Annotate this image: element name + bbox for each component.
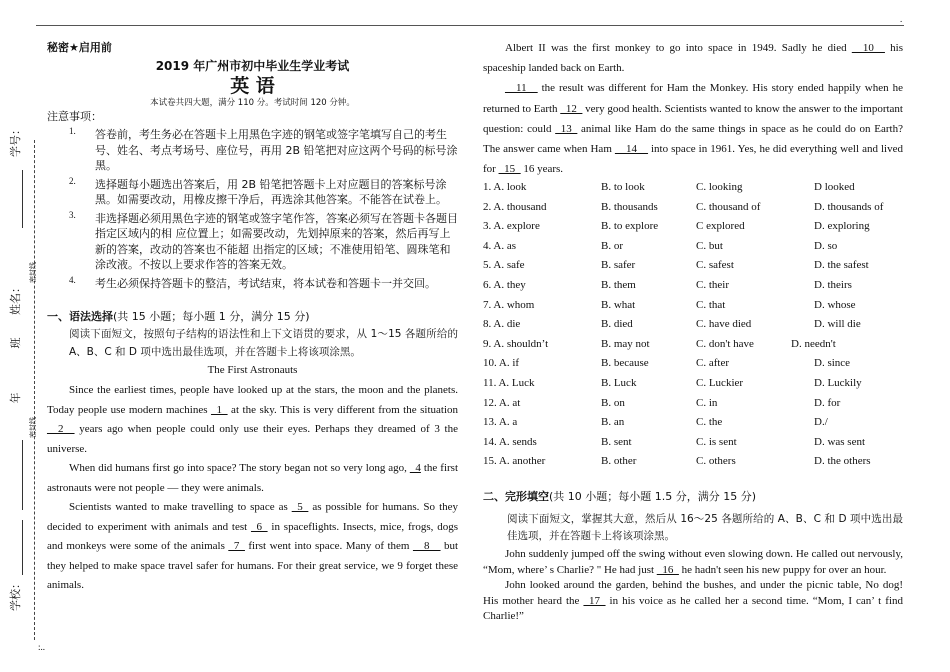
option-text: C. their [696,278,729,291]
header-rule [36,25,904,26]
option-text: B. other [601,455,637,468]
passage-paragraph-7: John looked around the garden, behind the bushes, and under the picnic table, No dog! His mother heard the _17_ in his voice as he called her a second time. “Mom, I can’ t find Charlie!” [483,579,904,622]
option-text: C. in [696,396,718,409]
section1-instruction: 阅读下面短文，按照句子结构的语法性和上下文语贯的要求，从 1～15 各题所给的 A、B、C 和 D 项中选出最佳选项，并在答题卡上将该项涂黑。 [69,328,458,358]
passage-paragraph-6: John suddenly jumped off the swing without even slowing down. He called out nervously, “Mom, where’ s Charlie? " He had just _16_ he hadn't seen his new puppy for over an hour. [483,548,903,576]
blank-15: _15_ [498,163,521,176]
option-text: C. thousand of [696,200,761,213]
blank-16: _16_ [656,563,679,576]
option-text: B. Luck [601,376,637,389]
option-text: D. thousands of [814,200,884,213]
option-text: 2. A. thousand [483,200,547,213]
option-text: C. safest [696,259,734,272]
option-text: C. looking [696,181,743,193]
option-text: 6. A. they [483,278,526,291]
blank-13: _13_ [555,122,578,135]
option-text: C. that [696,298,726,311]
option-text: 14. A. sends [483,435,537,448]
name-label: 姓名： [9,282,22,315]
left-column [47,40,458,596]
option-text: 12. A. at [483,396,521,409]
option-text: D. needn't [791,337,836,350]
passage-paragraph-5: __11__ the result was different for Ham the Monkey. His story ended happily when he returned to Earth _12_ very good health. Scientists wanted to know the answer to the important question: could _13_ animal like Ham do the same things in space as he could do on Earth? The answer came when Ham __14__ into space in 1961. Yes, he did everything well and lived for _15_ 16 years. [483,82,903,176]
blank-11: __11__ [505,82,538,95]
option-text: C. is sent [696,435,737,448]
passage-title: The First Astronauts [207,364,298,376]
option-text: B. died [601,318,633,331]
option-text: D. whose [814,298,856,311]
option-text: 5. A. safe [483,259,525,272]
blank-12: _12_ [560,102,583,115]
blank-6: _6_ [251,520,268,533]
option-text: C. after [696,357,729,370]
option-text: B. to look [601,181,645,193]
option-text: 1. A. look [483,181,527,193]
option-text: C. but [696,239,723,252]
notice-item: 3. 非选择题必须用黑色字迹的钢笔或签字笔作答，答案必须写在答题卡各题目指定区域内的相 应位置上；如需要改动，先划掉原来的答案，然后再写上新的答案，改动的答案也不能超 出指定的区域；不准使用铅笔、圆珠笔和涂改液。不按以上要求作答的答案无效。 [69,209,458,271]
option-text: D looked [814,181,855,193]
option-text: 13. A. a [483,416,518,429]
exam-title: 2019 年广州市初中毕业生学业考试 [155,59,350,73]
option-text: D. the safest [814,259,869,272]
option-text: D. Luckily [814,376,862,389]
blank-10: __10__ [851,42,885,54]
option-text: D. the others [814,455,871,468]
option-text: D. exploring [814,220,870,233]
passage-paragraph-4: Albert II was the first monkey to go into space in 1949. Sadly he died __10__ his spaceship landed back on Earth. [483,42,903,75]
option-text: B. them [601,278,636,291]
option-text: B. because [601,357,649,370]
option-text: B. what [601,298,636,311]
subject-title: 英 语 [230,75,275,97]
blank-1: _1_ [211,403,228,416]
exam-info: 本试卷共四大题，满分 110 分。考试时间 120 分钟。 [150,98,355,108]
blank-5: _5_ [291,501,309,513]
option-text: 4. A. as [483,239,516,252]
option-text: B. safer [601,259,636,272]
option-text: B. thousands [601,200,658,213]
section1-heading: 一、语法选择(共 15 小题；每小题 1 分，满分 15 分) [47,310,310,323]
option-text: C. the [696,416,723,429]
passage-paragraph-1: Since the earliest times, people have looked up at the stars, the moon and the planets. Today people use modern machines _1_ at the sky. This is very different from the situation __2__ years ago when people could only use their eyes. Perhaps they dreamed of 3 the universe. [47,384,459,455]
notice-item: 2. 选择题每小题选出答案后，用 2B 铅笔把答题卡上对应题目的答案标号涂黑。如需要改动，用橡皮擦干净后，再选涂其他答案。不能答在试卷上。 [69,175,447,206]
blank-14: __14__ [614,143,648,156]
option-text: 15. A. another [483,455,546,468]
option-text: D. was sent [814,435,866,448]
blank-2: __2__ [47,423,75,435]
option-text: D. theirs [814,278,852,291]
option-text: C explored [696,220,745,233]
option-text: B. on [601,396,625,409]
right-column-passage [483,38,903,179]
notice-item: 1. 答卷前，考生务必在答题卡上用黑色字迹的钢笔或签字笔填写自己的考生号、姓名、考点考场号、座位号，再用 2B 铅笔把对应这两个号码的标号涂黑。 [69,126,458,172]
option-text: D./ [814,416,828,429]
option-text: B. or [601,239,623,252]
option-text: D. since [814,357,851,370]
corner-dot: . [900,14,903,24]
option-text: D. will die [814,318,861,331]
option-text: C. have died [696,318,752,331]
option-text: 8. A. die [483,318,521,331]
option-text: 9. A. shouldn’t [483,337,549,350]
secret-mark: 秘密★启用前 [47,41,112,54]
section2-heading: 二、完形填空(共 10 小题；每小题 1.5 分，满分 15 分) [483,490,757,503]
seal-line-label-1: 密封线 [29,262,37,283]
option-text: D. so [814,239,838,252]
option-text: B. may not [601,337,650,350]
section2-instruction: 阅读下面短文，掌握其大意，然后从 16～25 各题所给的 A、B、C 和 D 项中选出最佳选项，并在答题卡上将该项涂黑。 [507,513,903,542]
option-text: B. to explore [601,220,659,233]
option-text: D. for [814,396,841,409]
blank-17: _17_ [583,594,606,607]
option-text: 11. A. Luck [483,376,535,389]
option-text: C. Luckier [696,376,744,389]
blank-7: _7_ [228,540,245,552]
option-text: C. others [696,455,736,468]
class-label: 班 [9,337,22,349]
passage-paragraph-2: When did humans first go into space? The story began not so very long ago, _4 the first astronauts were not people — they were animals. [47,462,458,494]
blank-4: _4 [409,462,421,474]
student-no-label: 学号： [9,124,22,157]
notice-item: 4. 考生必须保持答题卡的整洁，考试结束，将本试卷和答题卡一并交回。 [69,274,436,290]
option-text: B. an [601,416,625,429]
section2 [483,488,903,625]
option-text: C. don't have [696,337,754,350]
seal-line-label-2: 密封线 [29,417,37,438]
option-text: 10. A. if [483,357,520,370]
school-label: 学校： [9,578,22,611]
option-text: 7. A. whom [483,298,535,311]
blank-8: __8__ [412,540,441,552]
notice-title: 注意事项： [47,110,102,123]
option-text: 3. A. explore [483,220,540,233]
bottom-dots: :.. [38,642,46,652]
passage-paragraph-3: Scientists wanted to make travelling to space as _5_ as possible for humans. So they decided to experiment with animals and test _6_ in spaceflights. Insects, mice, frogs, dogs and monkeys were some of the animals _7_ first went into space. Many of them __8__ but they helped to make space travel safer for humans. For their great service, we 9 forget these animals. [47,501,459,591]
option-text: B. sent [601,435,632,448]
grade-label: 年 [9,392,22,404]
